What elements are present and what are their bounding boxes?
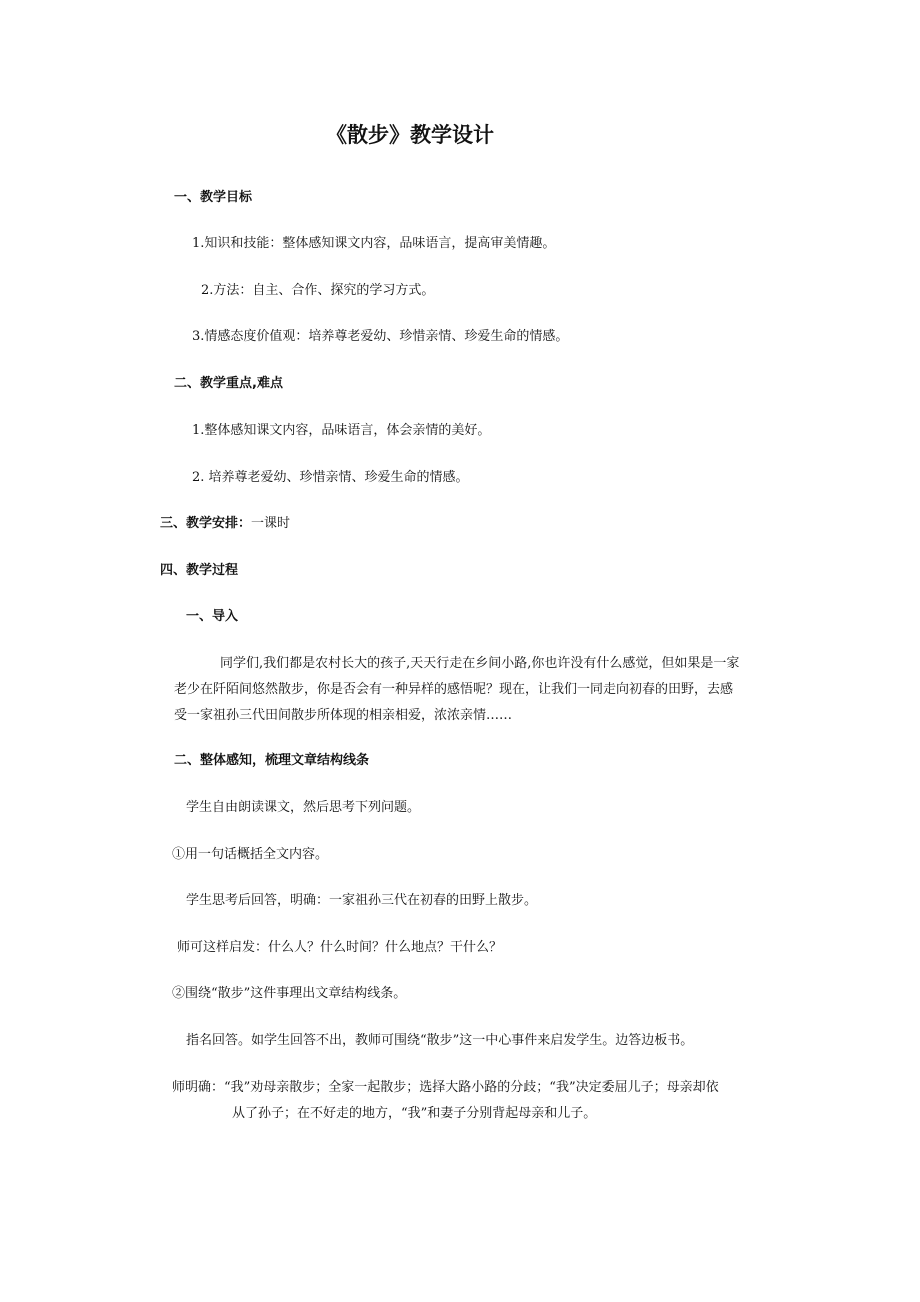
document-title: 《散步》教学设计 <box>326 123 494 147</box>
section-schedule <box>160 515 290 533</box>
section-heading-keypoints: 二、教学重点,难点 <box>174 376 283 391</box>
answer-1: 学生思考后回答，明确：一家祖孙三代在初春的田野上散步。 <box>186 893 538 908</box>
schedule-value: 一课时 <box>251 516 291 531</box>
process-heading-intro: 一、导入 <box>186 609 239 624</box>
section-heading-process: 四、教学过程 <box>160 563 239 578</box>
teacher-clarify-line-1: 师明确：“我”劝母亲散步；全家一起散步；选择大路小路的分歧；“我”决定委屈儿子；母亲却依 <box>172 1080 719 1095</box>
goal-item-emotion: 3.情感态度价值观：培养尊老爱幼、珍惜亲情、珍爱生命的情感。 <box>192 329 569 344</box>
keypoint-item-1: 1.整体感知课文内容，品味语言，体会亲情的美好。 <box>192 423 491 438</box>
teacher-clarify-line-2: 从了孙子；在不好走的地方，“我”和妻子分别背起母亲和儿子。 <box>232 1106 597 1121</box>
teacher-hint: 师可这样启发：什么人？什么时间？什么地点？干什么？ <box>177 940 503 955</box>
section-heading-goals: 一、教学目标 <box>174 190 253 205</box>
answer-2: 指名回答。如学生回答不出，教师可围绕“散步”这一中心事件来启发学生。边答边板书。 <box>186 1033 694 1048</box>
intro-paragraph-line-3: 受一家祖孙三代田间散步所体现的相亲相爱，浓浓亲情…… <box>174 708 513 723</box>
overview-instruction: 学生自由朗读课文，然后思考下列问题。 <box>186 800 421 815</box>
intro-paragraph-line-1: 同学们,我们都是农村长大的孩子,天天行走在乡间小路,你也许没有什么感觉，但如果是一家 <box>220 656 740 671</box>
process-heading-overview: 二、整体感知，梳理文章结构线条 <box>174 753 370 768</box>
question-2: ②围绕“散步”这件事理出文章结构线条。 <box>172 986 407 1001</box>
goal-item-knowledge: 1.知识和技能：整体感知课文内容，品味语言，提高审美情趣。 <box>192 236 556 251</box>
question-1: ①用一句话概括全文内容。 <box>172 847 329 862</box>
section-heading-schedule: 三、教学安排： <box>160 516 252 531</box>
keypoint-item-2: 2. 培养尊老爱幼、珍惜亲情、珍爱生命的情感。 <box>192 470 469 485</box>
intro-paragraph-line-2: 老少在阡陌间悠然散步，你是否会有一种异样的感悟呢？现在，让我们一同走向初春的田野，去感 <box>174 682 734 697</box>
goal-item-method: 2.方法：自主、合作、探究的学习方式。 <box>201 283 435 298</box>
